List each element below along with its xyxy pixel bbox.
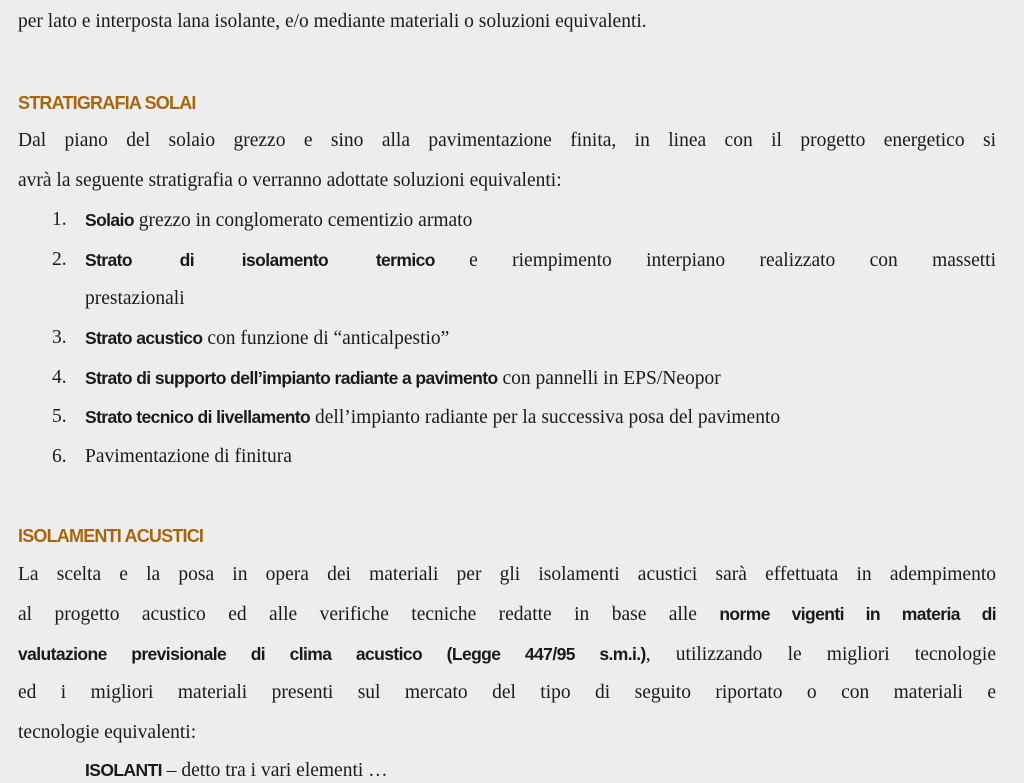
item-text: e riempimento interpiano realizzato con massetti [434,250,996,271]
paragraph-line [18,602,996,626]
item-text: dell’impianto radiante per la successiva posa del pavimento [310,407,781,428]
paragraph-line: per lato e interposta lana isolante, e/o mediante materiali o soluzioni equivalenti. [18,11,647,32]
paragraph-line: tecnologie equivalenti: [18,722,197,743]
list-number: 3. [52,327,67,348]
bold-term: Strato di supporto dell’impianto radiante a pavimento [85,368,498,388]
bold-text: norme vigenti in materia di [719,604,996,624]
paragraph-line: ed i migliori materiali presenti sul mercato del tipo di seguito riportato o con materiali e [18,682,996,703]
item-text: – detto tra i vari elementi … [161,760,388,781]
paragraph-line: La scelta e la posa in opera dei materiali per gli isolamenti acustici sarà effettuata in adempimento [18,564,996,585]
list-item-continuation: prestazionali [85,288,185,309]
bold-text: valutazione previsionale di clima acustico (Legge 447/95 s.m.i.) [18,644,646,664]
list-number: 4. [52,367,67,388]
text: , utilizzando le migliori tecnologie [645,644,996,665]
section-heading: STRATIGRAFIA SOLAI [18,93,196,113]
section-heading: ISOLAMENTI ACUSTICI [18,526,204,546]
list-number: 5. [52,406,67,427]
paragraph-line: avrà la seguente stratigrafia o verranno adottate soluzioni equivalenti: [18,170,562,191]
list-number: 2. [52,249,67,270]
bold-term: Strato di isolamento termico [85,250,435,270]
text: al progetto acustico ed alle verifiche tecniche redatte in base alle [18,604,720,625]
list-item [85,758,1024,783]
paragraph-line: Dal piano del solaio grezzo e sino alla pavimentazione finita, in linea con il progetto energetico si [18,130,996,151]
item-text: grezzo in conglomerato cementizio armato [133,210,473,231]
item-text: Pavimentazione di finitura [85,446,292,467]
bold-term: Strato tecnico di livellamento [85,407,311,427]
bold-term: Solaio [85,210,134,230]
item-text: con funzione di “anticalpestio” [202,328,450,349]
paragraph-line [18,642,996,666]
bold-term: ISOLANTI [85,760,162,780]
list-number: 1. [52,209,67,230]
list-number: 6. [52,446,67,467]
item-text: con pannelli in EPS/Neopor [497,368,721,389]
bold-term: Strato acustico [85,328,203,348]
